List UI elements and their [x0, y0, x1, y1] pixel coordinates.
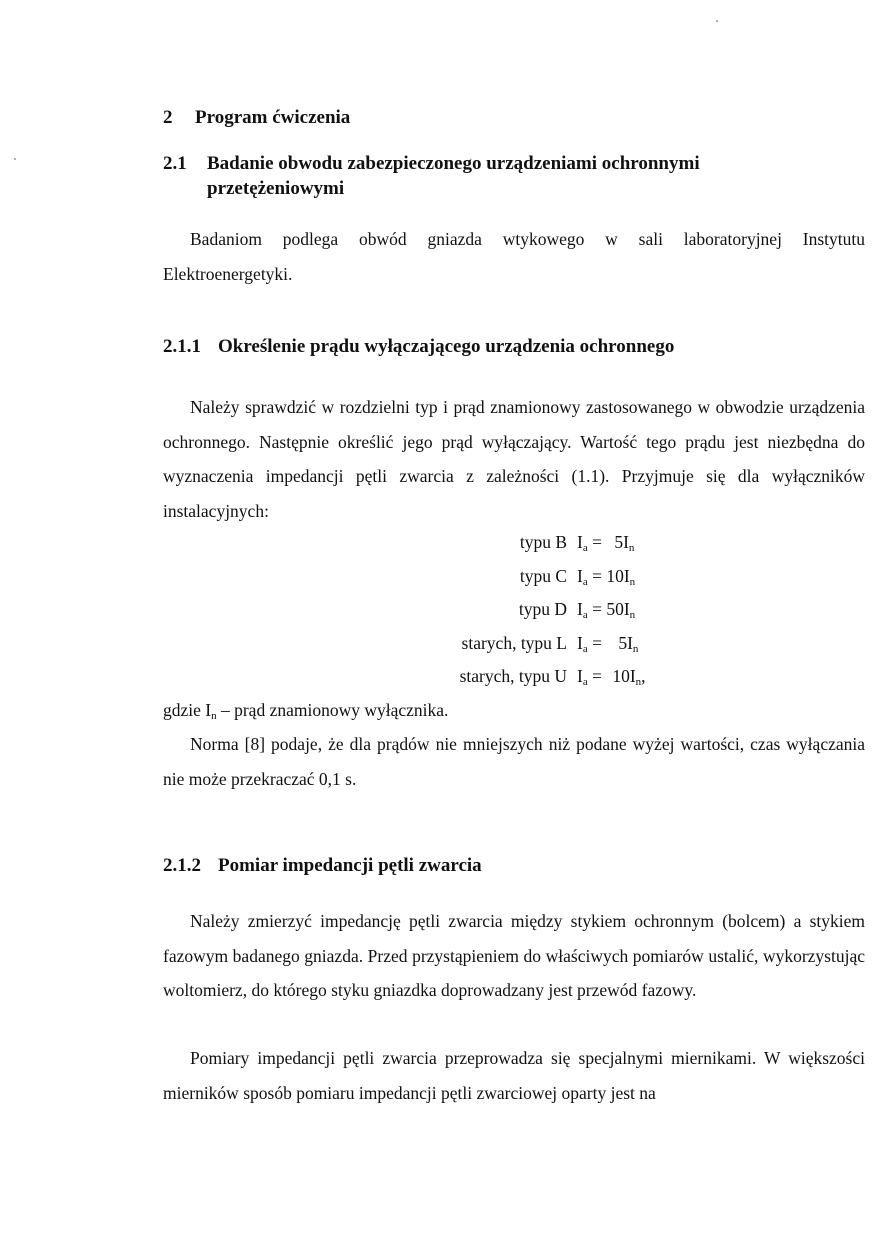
section-2-1-1-heading [163, 336, 674, 358]
section-2-1-heading [163, 153, 700, 175]
breaker-type: starych, typu U [459, 666, 567, 686]
paragraph-text: Badaniom podlega obwód gniazda wtykowego w sali laboratoryjnej Instytutu Elektroenergetyki. [163, 229, 865, 284]
section-2-1-2-heading [163, 855, 482, 877]
section-title: Pomiar impedancji pętli zwarcia [218, 855, 482, 876]
section-title: Program ćwiczenia [195, 107, 351, 128]
paragraph-text: Należy sprawdzić w rozdzielni typ i prąd znamionowy zastosowanego w obwodzie urządzenia ochronnego. Następnie określić jego prąd wyłączający. Wartość tego prądu jest niezbędna do wyznaczenia impedancji pętli zwarcia z zależności (1.1). Przyjmuje się dla wyłączników instalacyjnych: [163, 397, 865, 521]
formula: $I_a = 5I_n$ [577, 633, 639, 655]
scan-speck [716, 20, 718, 22]
breaker-type: typu D [518, 599, 567, 619]
paragraph-text: Należy zmierzyć impedancję pętli zwarcia między stykiem ochronnym (bolcem) a stykiem fazowym badanego gniazda. Przed przystąpieniem do właściwych pomiarów ustalić, wykorzystując woltomierz, do którego styku gniazdka doprowadzany jest przewód fazowy. [163, 911, 865, 1000]
formula: $I_a = 50I_n$ [577, 599, 636, 621]
paragraph [163, 222, 865, 291]
definition-line: gdzie $I_n$ – prąd znamionowy wyłącznika. [163, 700, 449, 722]
paragraph [163, 904, 865, 1008]
paragraph [163, 1041, 865, 1110]
paragraph [163, 390, 865, 528]
paragraph-text: Norma [8] podaje, że dla prądów nie mniejszych niż podane wyżej wartości, czas wyłączania nie może przekraczać 0,1 s. [163, 734, 865, 789]
section-number: 2.1.2 [163, 855, 201, 876]
section-2-heading [163, 107, 350, 129]
scan-speck [14, 158, 16, 160]
section-number: 2 [163, 107, 173, 128]
section-title-line2: przetężeniowymi [207, 178, 345, 199]
section-title: Określenie prądu wyłączającego urządzenia ochronnego [218, 336, 675, 357]
breaker-type: typu C [519, 566, 567, 586]
section-title-line1: Badanie obwodu zabezpieczonego urządzeniami ochronnymi [207, 153, 700, 174]
paragraph [163, 727, 865, 796]
formula: $I_a = 5I_n$ [577, 532, 635, 554]
section-number: 2.1.1 [163, 336, 201, 357]
breaker-type: typu B [519, 532, 567, 552]
paragraph-text: Pomiary impedancji pętli zwarcia przeprowadza się specjalnymi miernikami. W większości mierników sposób pomiaru impedancji pętli zwarciowej oparty jest na [163, 1048, 865, 1103]
formula: $I_a = 10I_n$ [577, 566, 636, 588]
section-number: 2.1 [163, 153, 187, 174]
formula: $I_a = 10I_n$, [577, 666, 646, 688]
breaker-type: starych, typu L [461, 633, 567, 653]
